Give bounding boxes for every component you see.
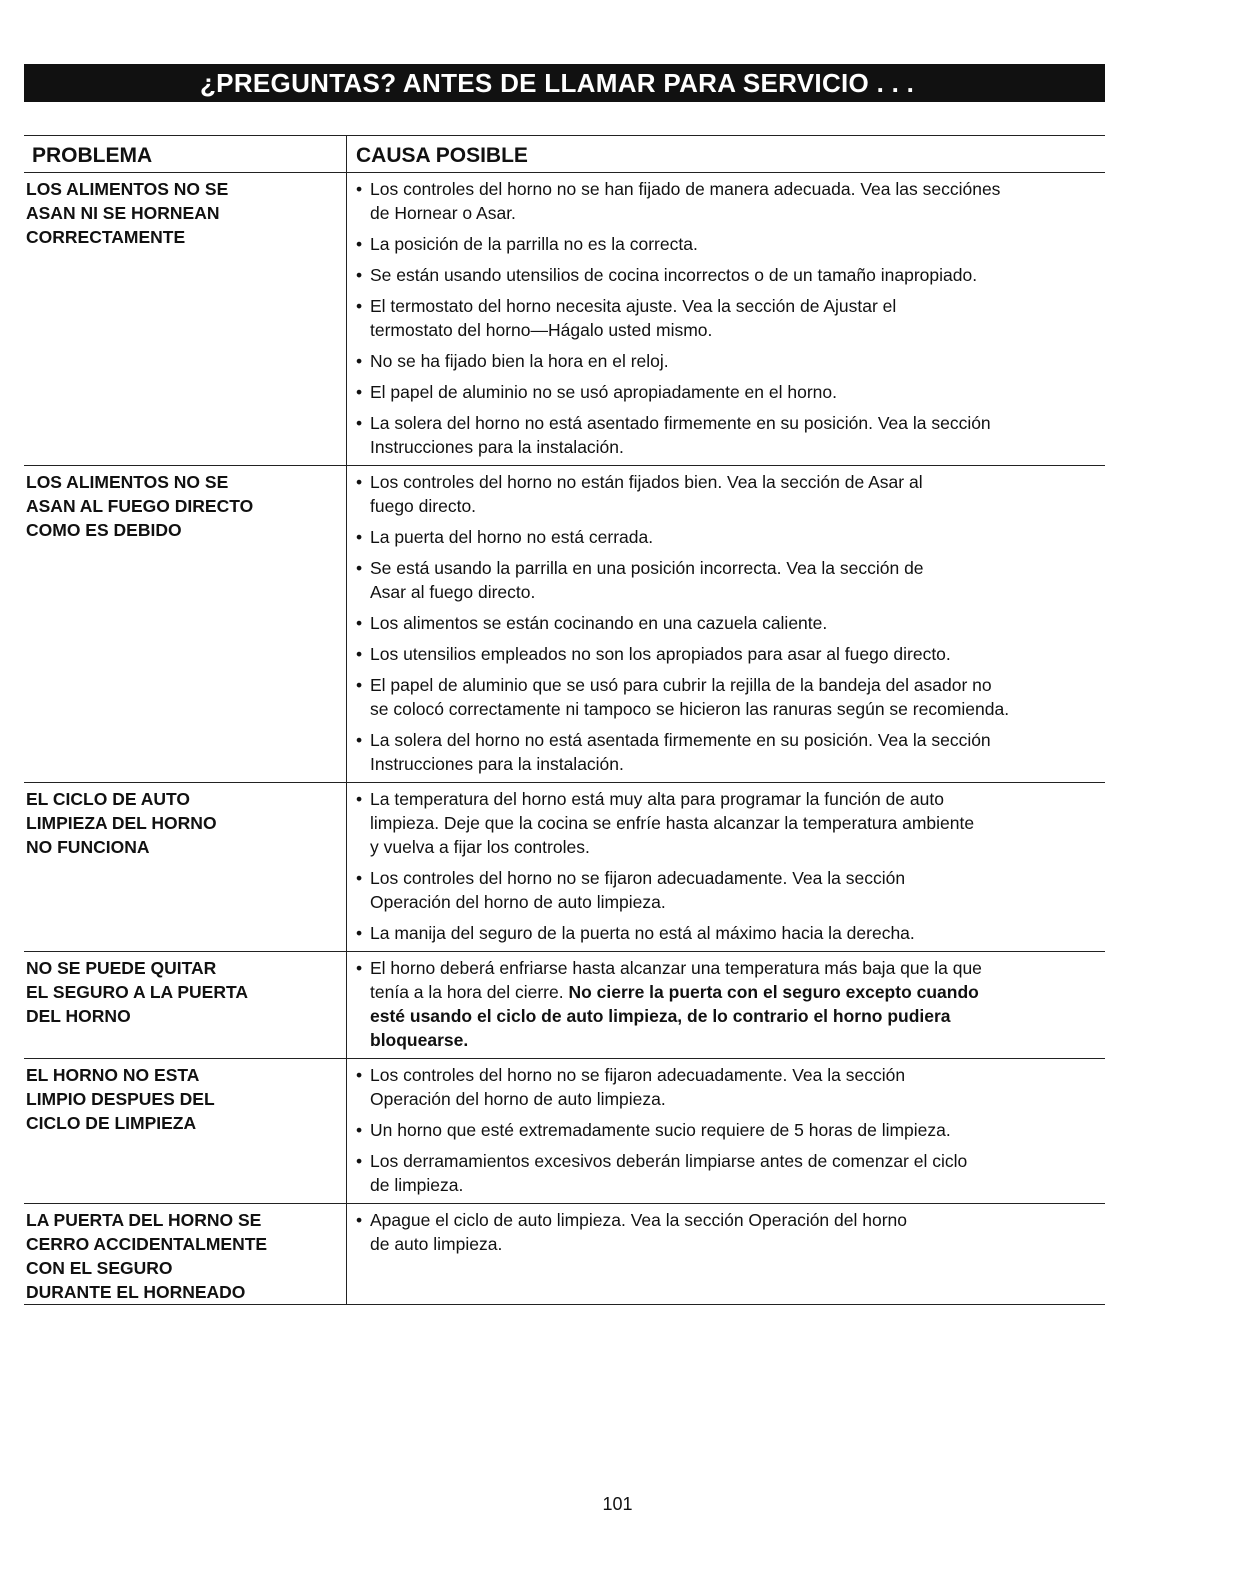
problem-text: CICLO DE LIMPIEZA	[26, 1113, 197, 1133]
cause-text: Operación del horno de auto limpieza.	[370, 1089, 666, 1109]
cause-item	[356, 411, 1105, 459]
column-header-cause: CAUSA POSIBLE	[356, 144, 528, 167]
cause-list	[346, 1059, 1105, 1203]
problem-text: ASAN AL FUEGO DIRECTO	[26, 496, 254, 516]
problem-text: EL HORNO NO ESTA	[26, 1065, 200, 1085]
table-header-row	[24, 136, 1105, 173]
problem-text: CERRO ACCIDENTALMENTE	[26, 1234, 268, 1254]
problem-cell	[24, 173, 346, 465]
problem-text: LOS ALIMENTOS NO SE	[26, 472, 229, 492]
cause-item	[356, 673, 1105, 721]
cause-text: • La manija del seguro de la puerta no está al máximo hacia la derecha.	[370, 923, 915, 943]
cause-item	[356, 556, 1105, 604]
problem-text: COMO ES DEBIDO	[26, 520, 182, 540]
cause-text: • La posición de la parrilla no es la correcta.	[370, 234, 698, 254]
cause-text-normal: tenía a la hora del cierre.	[370, 982, 569, 1002]
cause-text: de Hornear o Asar.	[370, 203, 516, 223]
cause-text: • Un horno que esté extremadamente sucio requiere de 5 horas de limpieza.	[370, 1120, 951, 1140]
problem-text: NO SE PUEDE QUITAR	[26, 958, 217, 978]
cause-text: • Los utensilios empleados no son los apropiados para asar al fuego directo.	[370, 644, 951, 664]
cause-list	[346, 952, 1105, 1058]
cause-item	[356, 1149, 1105, 1197]
problem-text: LIMPIEZA DEL HORNO	[26, 813, 217, 833]
cause-text: se colocó correctamente ni tampoco se hicieron las ranuras según se recomienda.	[370, 699, 1010, 719]
cause-text: termostato del horno—Hágalo usted mismo.	[370, 320, 713, 340]
cause-list	[346, 783, 1105, 951]
problem-text: DURANTE EL HORNEADO	[26, 1282, 246, 1302]
cause-item	[356, 349, 1105, 373]
cause-text: • Apague el ciclo de auto limpieza. Vea la sección Operación del horno	[370, 1210, 908, 1230]
problem-cell	[24, 783, 346, 951]
cause-text: • La temperatura del horno está muy alta para programar la función de auto	[370, 789, 944, 809]
cause-item	[356, 1208, 1105, 1256]
cause-text: • La solera del horno no está asentado firmemente en su posición. Vea la sección	[370, 413, 991, 433]
problem-text: CORRECTAMENTE	[26, 227, 186, 247]
cause-text: • La solera del horno no está asentada firmemente en su posición. Vea la sección	[370, 730, 991, 750]
cause-item	[356, 294, 1105, 342]
cause-item	[356, 956, 1105, 1052]
cause-text: • Los derramamientos excesivos deberán limpiarse antes de comenzar el ciclo	[370, 1151, 968, 1171]
problem-text: LOS ALIMENTOS NO SE	[26, 179, 229, 199]
column-divider	[346, 136, 347, 1304]
problem-cell	[24, 466, 346, 782]
problem-cell	[24, 952, 346, 1058]
cause-item	[356, 611, 1105, 635]
cause-text	[370, 980, 1105, 1004]
cause-item	[356, 787, 1105, 859]
cause-text: • Los controles del horno no se han fijado de manera adecuada. Vea las secciónes	[370, 179, 1001, 199]
cause-warning-text: bloquearse.	[370, 1030, 469, 1050]
cause-item	[356, 232, 1105, 256]
cause-list	[346, 466, 1105, 782]
cause-text: y vuelva a fijar los controles.	[370, 837, 590, 857]
cause-text: • Los controles del horno no se fijaron adecuadamente. Vea la sección	[370, 868, 906, 888]
problem-cell	[24, 1204, 346, 1304]
table-row	[24, 1059, 1105, 1204]
problem-cell	[24, 1059, 346, 1203]
table-row	[24, 952, 1105, 1059]
cause-text: • El papel de aluminio que se usó para cubrir la rejilla de la bandeja del asador no	[370, 675, 992, 695]
cause-text: fuego directo.	[370, 496, 477, 516]
cause-text: • La puerta del horno no está cerrada.	[370, 527, 654, 547]
table-row	[24, 1204, 1105, 1304]
cause-warning-text: esté usando el ciclo de auto limpieza, de lo contrario el horno pudiera	[370, 1006, 951, 1026]
cause-list	[346, 1204, 1105, 1304]
cause-item	[356, 177, 1105, 225]
cause-text: • Se está usando la parrilla en una posición incorrecta. Vea la sección de	[370, 558, 924, 578]
table-row	[24, 783, 1105, 952]
cause-text: • Los controles del horno no están fijados bien. Vea la sección de Asar al	[370, 472, 923, 492]
problem-text: CON EL SEGURO	[26, 1258, 173, 1278]
cause-text: Asar al fuego directo.	[370, 582, 536, 602]
problem-text: EL CICLO DE AUTO	[26, 789, 190, 809]
cause-item	[356, 470, 1105, 518]
cause-warning-text: No cierre la puerta con el seguro excepto cuando	[568, 982, 979, 1002]
table-row	[24, 173, 1105, 466]
cause-text: • El papel de aluminio no se usó apropiadamente en el horno.	[370, 382, 837, 402]
problem-text: LA PUERTA DEL HORNO SE	[26, 1210, 262, 1230]
table-row	[24, 466, 1105, 783]
cause-item	[356, 1118, 1105, 1142]
cause-text: • Se están usando utensilios de cocina incorrectos o de un tamaño inapropiado.	[370, 265, 978, 285]
cause-text: de auto limpieza.	[370, 1234, 503, 1254]
cause-item	[356, 525, 1105, 549]
cause-list	[346, 173, 1105, 465]
cause-text: • Los controles del horno no se fijaron adecuadamente. Vea la sección	[370, 1065, 906, 1085]
problem-text: LIMPIO DESPUES DEL	[26, 1089, 215, 1109]
cause-item	[356, 263, 1105, 287]
cause-text: • El horno deberá enfriarse hasta alcanzar una temperatura más baja que la que	[370, 958, 982, 978]
cause-text: Operación del horno de auto limpieza.	[370, 892, 666, 912]
problem-text: EL SEGURO A LA PUERTA	[26, 982, 249, 1002]
cause-text: Instrucciones para la instalación.	[370, 754, 624, 774]
cause-item	[356, 1063, 1105, 1111]
cause-item	[356, 380, 1105, 404]
cause-item	[356, 728, 1105, 776]
troubleshooting-table	[24, 135, 1105, 1305]
cause-item	[356, 921, 1105, 945]
problem-text: NO FUNCIONA	[26, 837, 150, 857]
cause-text: de limpieza.	[370, 1175, 464, 1195]
page-number: 101	[602, 1494, 633, 1514]
page-title-banner: ¿PREGUNTAS? ANTES DE LLAMAR PARA SERVICIO . . .	[24, 64, 1105, 102]
cause-text: • No se ha fijado bien la hora en el reloj.	[370, 351, 669, 371]
cause-text: Instrucciones para la instalación.	[370, 437, 624, 457]
problem-text: ASAN NI SE HORNEAN	[26, 203, 220, 223]
cause-text: • El termostato del horno necesita ajuste. Vea la sección de Ajustar el	[370, 296, 897, 316]
cause-item	[356, 642, 1105, 666]
cause-text: • Los alimentos se están cocinando en una cazuela caliente.	[370, 613, 828, 633]
column-header-problem: PROBLEMA	[32, 144, 153, 167]
problem-text: DEL HORNO	[26, 1006, 131, 1026]
cause-text: limpieza. Deje que la cocina se enfríe hasta alcanzar la temperatura ambiente	[370, 813, 975, 833]
cause-item	[356, 866, 1105, 914]
